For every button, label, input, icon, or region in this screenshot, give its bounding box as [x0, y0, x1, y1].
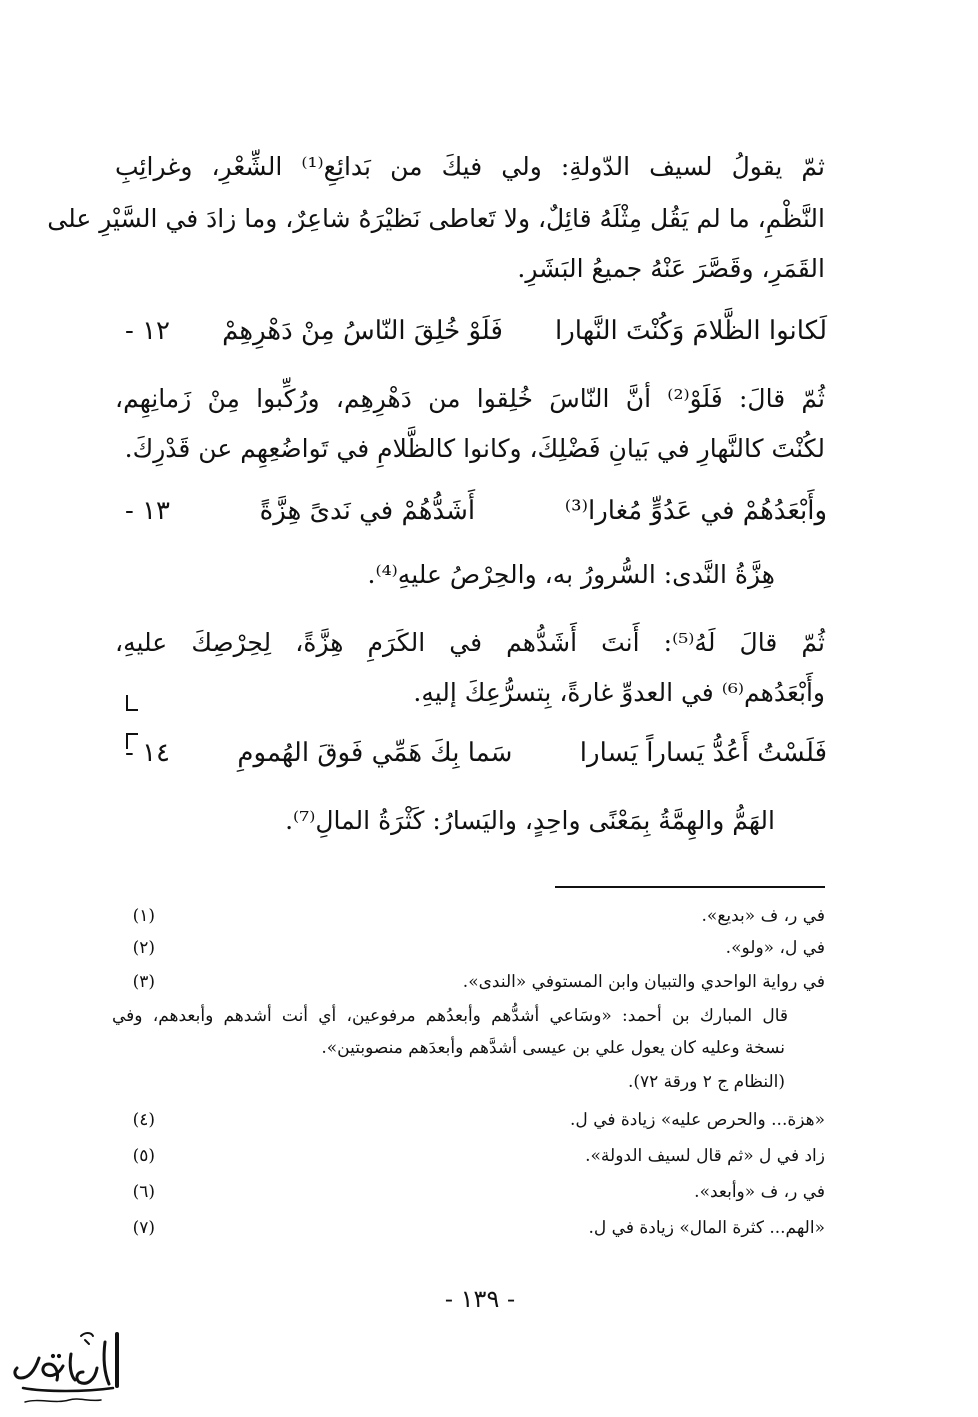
footnote-4	[115, 1109, 825, 1131]
paragraph-1-line-3: القَمَرِ، وقَصَّرَ عَنْهُ جميعُ البَشَرِ.	[517, 254, 825, 283]
paragraph-3-line-1: ثُمّ قالَ لَهُ⁽⁵⁾: أَنتَ أَشَدُّهم في الكَرَمِ هِزَّةً، لِحِرْصِكَ عليهِ،	[115, 628, 825, 657]
footnote-3-continuation-line-1: قال المبارك بن أحمد: «وسَاعي أشدُّهم وأبعدُهم مرفوعين، أي أنت أشدهم وأبعدهم، وفي	[112, 1006, 788, 1026]
footnote-text: في رواية الواحدي والتبيان وابن المستوفي «الندى».	[462, 972, 825, 992]
footnote-7	[115, 1217, 825, 1239]
verse-first-hemistich: فَلَوْ خُلِقَ النّاسُ مِنْ دَهْرِهِمْ	[222, 316, 503, 346]
footnote-separator	[555, 886, 825, 888]
footnote-text: زاد في ل «ثم قال لسيف الدولة».	[585, 1146, 825, 1166]
footnote-number: (٧)	[132, 1218, 155, 1238]
paragraph-1-line-1: ثمّ يقولُ لسيف الدّولةِ: ولي فيكَ من بَدائِعِ⁽¹⁾ الشِّعْرِ، وغرائِبِ	[115, 152, 825, 181]
footnote-text: في ر، ف «وأبعد».	[694, 1182, 825, 1202]
verse-number: ١٤ -	[125, 738, 171, 768]
verse-14-gloss: الهَمُّ والهِمَّةُ بِمَعْنًى واحِدٍ، واليَسارُ: كَثْرَةُ المالِ⁽⁷⁾.	[285, 806, 775, 835]
footnote-text: في ل، «ولو».	[725, 938, 825, 958]
footnote-3-continuation-line-2: نسخة وعليه كان يعول علي بن عيسى أشدَّهم وأبعدَهم منصوبتين».	[321, 1038, 785, 1058]
footnote-1	[115, 905, 825, 927]
verse-14	[115, 738, 827, 769]
footnote-number: (٤)	[132, 1110, 155, 1130]
verse-number: ١٣ -	[125, 496, 171, 526]
footnote-2	[115, 937, 825, 959]
footnote-number: (٢)	[132, 938, 155, 958]
footnote-3	[115, 971, 825, 993]
verse-13	[115, 496, 827, 527]
footnote-text: في ر، ف «بديع».	[701, 906, 825, 926]
footnote-number: (٥)	[132, 1146, 155, 1166]
verse-second-hemistich: وأَبْعَدُهُمْ في عَدُوٍّ مُغارا⁽³⁾	[564, 496, 827, 526]
footnote-number: (٣)	[132, 972, 155, 992]
footnote-number: (١)	[132, 906, 155, 926]
footnote-5	[115, 1145, 825, 1167]
paragraph-2-line-1: ثُمّ قالَ: فَلَوْ⁽²⁾ أنَّ النّاسَ خُلِقوا من دَهْرِهِم، ورُكِّبوا مِنْ زَمانِهِم،	[115, 384, 825, 413]
footnote-number: (٦)	[132, 1182, 155, 1202]
manuscript-folio-mark-close	[126, 695, 138, 711]
verse-13-gloss: هِزَّةُ النَّدى: السُّرورُ به، والحِرْصُ عليهِ⁽⁴⁾.	[367, 560, 775, 589]
footnote-6	[115, 1181, 825, 1203]
verse-second-hemistich: لَكانوا الظَّلامَ وَكُنْتَ النَّهارا	[555, 316, 827, 346]
footnote-text: «الهم... كثرة المال» زيادة في ل.	[588, 1218, 825, 1238]
paragraph-2-line-2: لكُنْتَ كالنَّهارِ في بَيانِ فَضْلِكَ، وكانوا كالظَّلامِ في تَواضُعِهِم عن قَدْرِكَ.	[124, 434, 825, 463]
verse-first-hemistich: سَما بِكَ هَمِّي فَوقَ الهُمومِ	[237, 738, 513, 768]
paragraph-1-line-2: النَّظْمِ، ما لم يَقُل مِثْلَهُ قائِلٌ، ولا تَعاطى نَظيْرَهُ شاعِرٌ، وما زادَ في السَّيْرِ على	[47, 204, 825, 233]
verse-number: ١٢ -	[125, 316, 171, 346]
calligraphy-stamp-logo	[5, 1328, 125, 1412]
paragraph-3-line-2: وأَبْعَدُهم⁽⁶⁾ في العدوِّ غارةً، بِتسرُّعِكَ إليهِ.	[413, 678, 825, 707]
verse-first-hemistich: أَشَدُّهُمْ في نَدىً هِزَّةً	[259, 496, 476, 526]
page-number: - ١٣٩ -	[444, 1285, 516, 1313]
verse-second-hemistich: فَلَسْتُ أَعُدُّ يَساراً يَسارا	[579, 738, 827, 768]
footnote-3-source: (النظام ج ٢ ورقة ٧٢).	[627, 1072, 785, 1092]
footnote-text: «هزة... والحرص عليه» زيادة في ل.	[570, 1110, 825, 1130]
verse-12	[115, 316, 827, 347]
